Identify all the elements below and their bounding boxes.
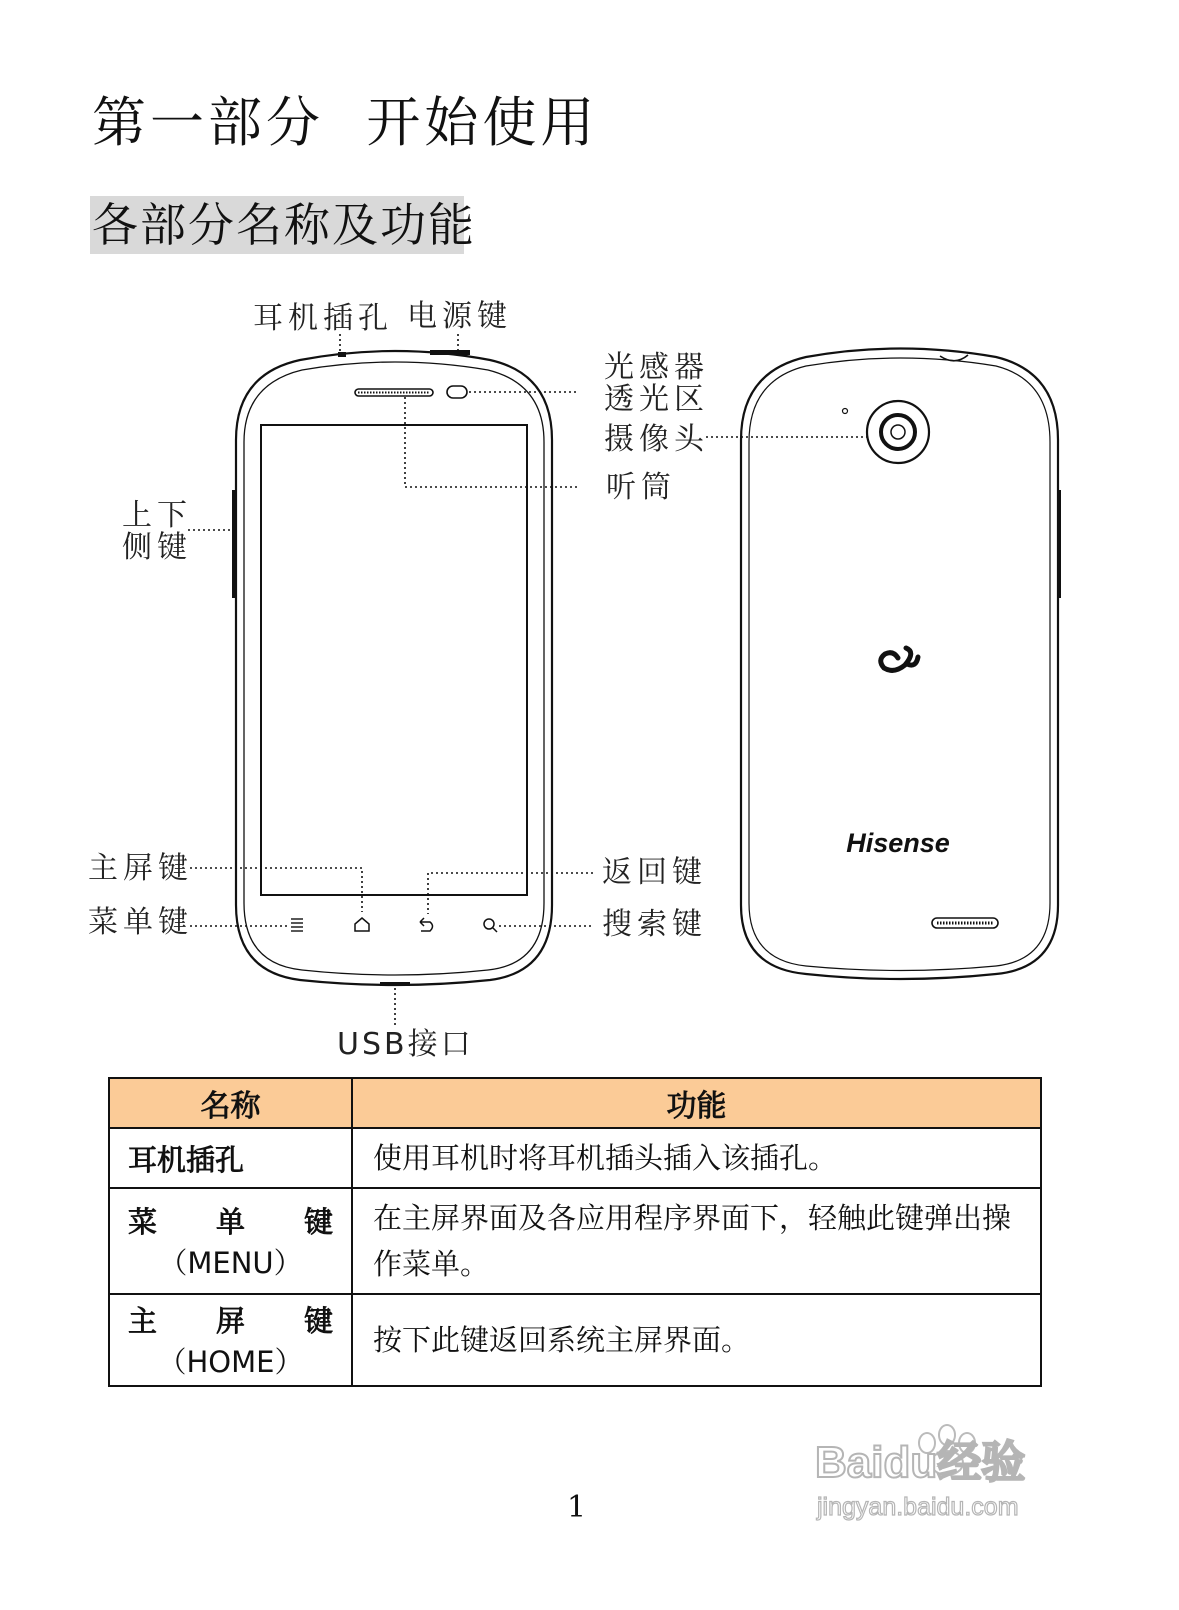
page-title: 第一部分 开始使用 xyxy=(92,91,599,154)
usb-port xyxy=(380,982,410,986)
header-function: 功能 xyxy=(352,1078,1041,1128)
label-back-key: 返回键 xyxy=(602,855,707,890)
table-row xyxy=(109,1294,1041,1386)
svg-text:jingyan.baidu.com: jingyan.baidu.com xyxy=(817,1493,1019,1521)
label-search-key: 搜索键 xyxy=(602,907,707,942)
table-row xyxy=(109,1128,1041,1188)
label-volume-keys: 上下 侧键 xyxy=(122,498,192,565)
carrier-logo-icon xyxy=(881,648,918,670)
label-light-sensor: 光感器 透光区 xyxy=(604,350,709,417)
page-number: 1 xyxy=(567,1490,587,1525)
label-menu-key: 菜单键 xyxy=(88,905,193,940)
power-key xyxy=(430,350,470,355)
table-header-row xyxy=(109,1078,1041,1128)
home-icon xyxy=(355,918,369,931)
label-usb-port: USB接口 xyxy=(337,1027,474,1062)
label-earpiece: 听筒 xyxy=(606,470,676,505)
label-home-key: 主屏键 xyxy=(88,851,193,886)
search-icon xyxy=(484,919,497,932)
svg-text:Baidu经验: Baidu经验 xyxy=(815,1438,1026,1487)
label-headphone-jack: 耳机插孔 xyxy=(253,301,393,336)
row-name: 主 屏 键 （HOME） xyxy=(109,1294,352,1386)
header-name: 名称 xyxy=(109,1078,352,1128)
row-desc: 使用耳机时将耳机插头插入该插孔。 xyxy=(352,1128,1041,1188)
back-phone-outline xyxy=(741,349,1058,980)
light-sensor-window xyxy=(447,386,467,398)
menu-icon xyxy=(291,919,303,931)
section-title: 各部分名称及功能 xyxy=(92,198,476,252)
brand-logo: Hisense xyxy=(846,828,950,858)
volume-keys xyxy=(232,490,236,598)
row-desc: 在主屏界面及各应用程序界面下，轻触此键弹出操作菜单。 xyxy=(352,1188,1041,1294)
flash-dot xyxy=(843,409,848,414)
back-icon xyxy=(420,918,433,931)
baidu-watermark xyxy=(815,1405,1085,1535)
rear-camera xyxy=(867,401,929,463)
row-name: 菜 单 键 （MENU） xyxy=(109,1188,352,1294)
row-desc: 按下此键返回系统主屏界面。 xyxy=(352,1294,1041,1386)
label-camera: 摄像头 xyxy=(604,422,709,457)
row-name: 耳机插孔 xyxy=(109,1128,352,1188)
label-power-key: 电源键 xyxy=(407,299,512,334)
front-phone-outline xyxy=(236,351,552,985)
function-table xyxy=(108,1077,1042,1387)
table-row xyxy=(109,1188,1041,1294)
headphone-jack xyxy=(338,352,346,357)
